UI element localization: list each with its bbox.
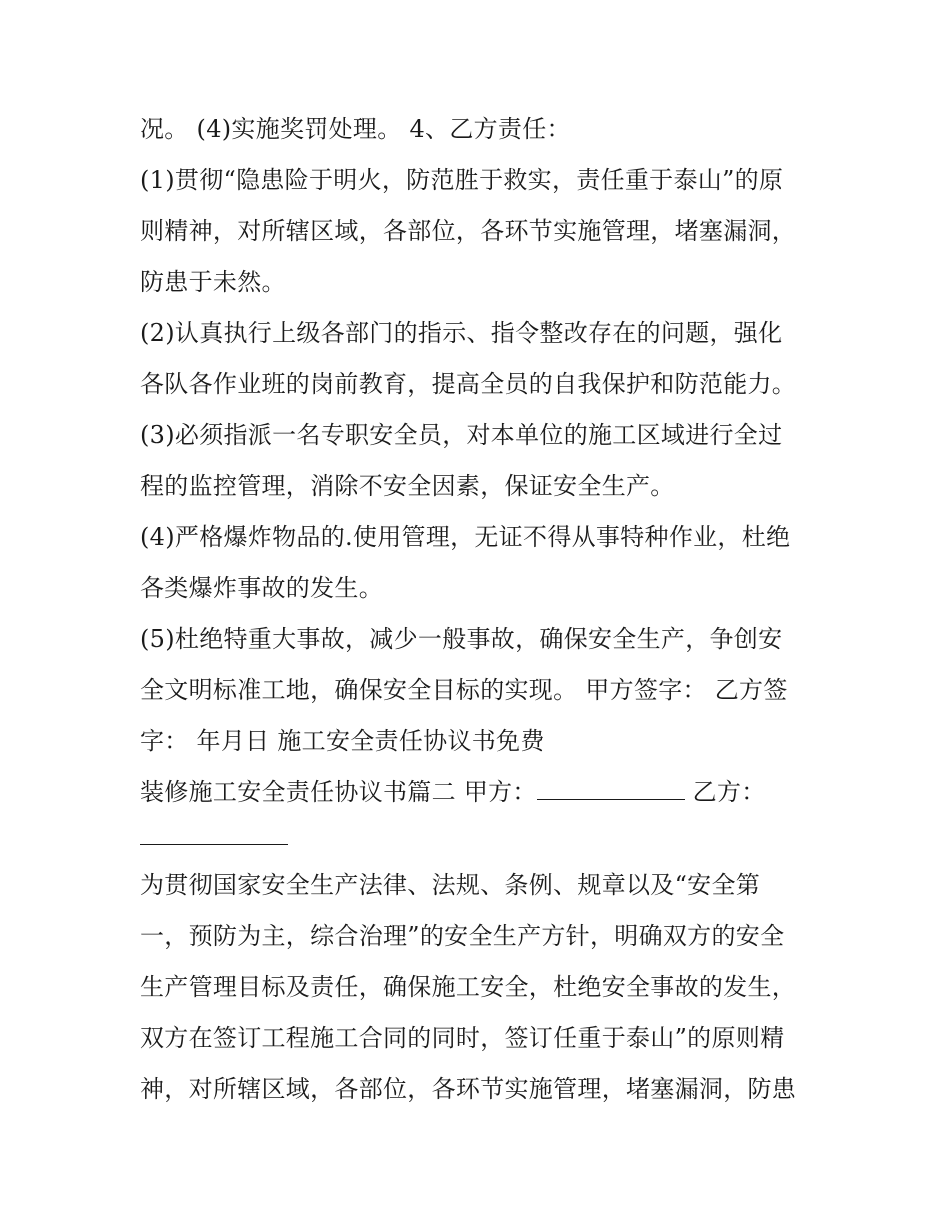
text-line: (4)严格爆炸物品的.使用管理，无证不得从事特种作业，杜绝	[140, 523, 791, 551]
text-line: (5)杜绝特重大事故，减少一般事故，确保安全生产，争创安	[140, 625, 783, 653]
text-line: (2)认真执行上级各部门的指示、指令整改存在的问题，强化	[140, 319, 783, 347]
text-line: 各队各作业班的岗前教育，提高全员的自我保护和防范能力。	[140, 370, 797, 398]
party-b-line	[140, 822, 288, 852]
party-line	[140, 777, 766, 807]
party-b-label: 乙方：	[684, 778, 766, 806]
text-line: 则精神，对所辖区域，各部位，各环节实施管理，堵塞漏洞，	[140, 217, 797, 245]
text-line: 各类爆炸事故的发生。	[140, 574, 383, 602]
text-line: 况。 (4)实施奖罚处理。 4、乙方责任：	[140, 115, 571, 143]
text-line: 一，预防为主，综合治理”的安全生产方针，明确双方的安全	[140, 922, 785, 950]
party-a-blank	[537, 777, 685, 800]
party-a-label: 装修施工安全责任协议书篇二 甲方：	[140, 778, 537, 806]
text-line: 全文明标准工地，确保安全目标的实现。 甲方签字： 乙方签	[140, 676, 788, 704]
text-line: 防患于未然。	[140, 268, 286, 296]
party-b-blank	[140, 822, 288, 845]
text-line: 字： 年月日 施工安全责任协议书免费	[140, 727, 545, 755]
text-line: 为贯彻国家安全生产法律、法规、条例、规章以及“安全第	[140, 871, 761, 899]
text-line: 双方在签订工程施工合同的同时，签订任重于泰山”的原则精	[140, 1024, 785, 1052]
text-line: (1)贯彻“隐患险于明火，防范胜于救实，责任重于泰山”的原	[140, 166, 784, 194]
text-line: 神，对所辖区域，各部位，各环节实施管理，堵塞漏洞，防患	[140, 1075, 797, 1103]
text-line: (3)必须指派一名专职安全员，对本单位的施工区域进行全过	[140, 421, 783, 449]
text-line: 生产管理目标及责任，确保施工安全，杜绝安全事故的发生，	[140, 973, 797, 1001]
text-line: 程的监控管理，消除不安全因素，保证安全生产。	[140, 472, 675, 500]
